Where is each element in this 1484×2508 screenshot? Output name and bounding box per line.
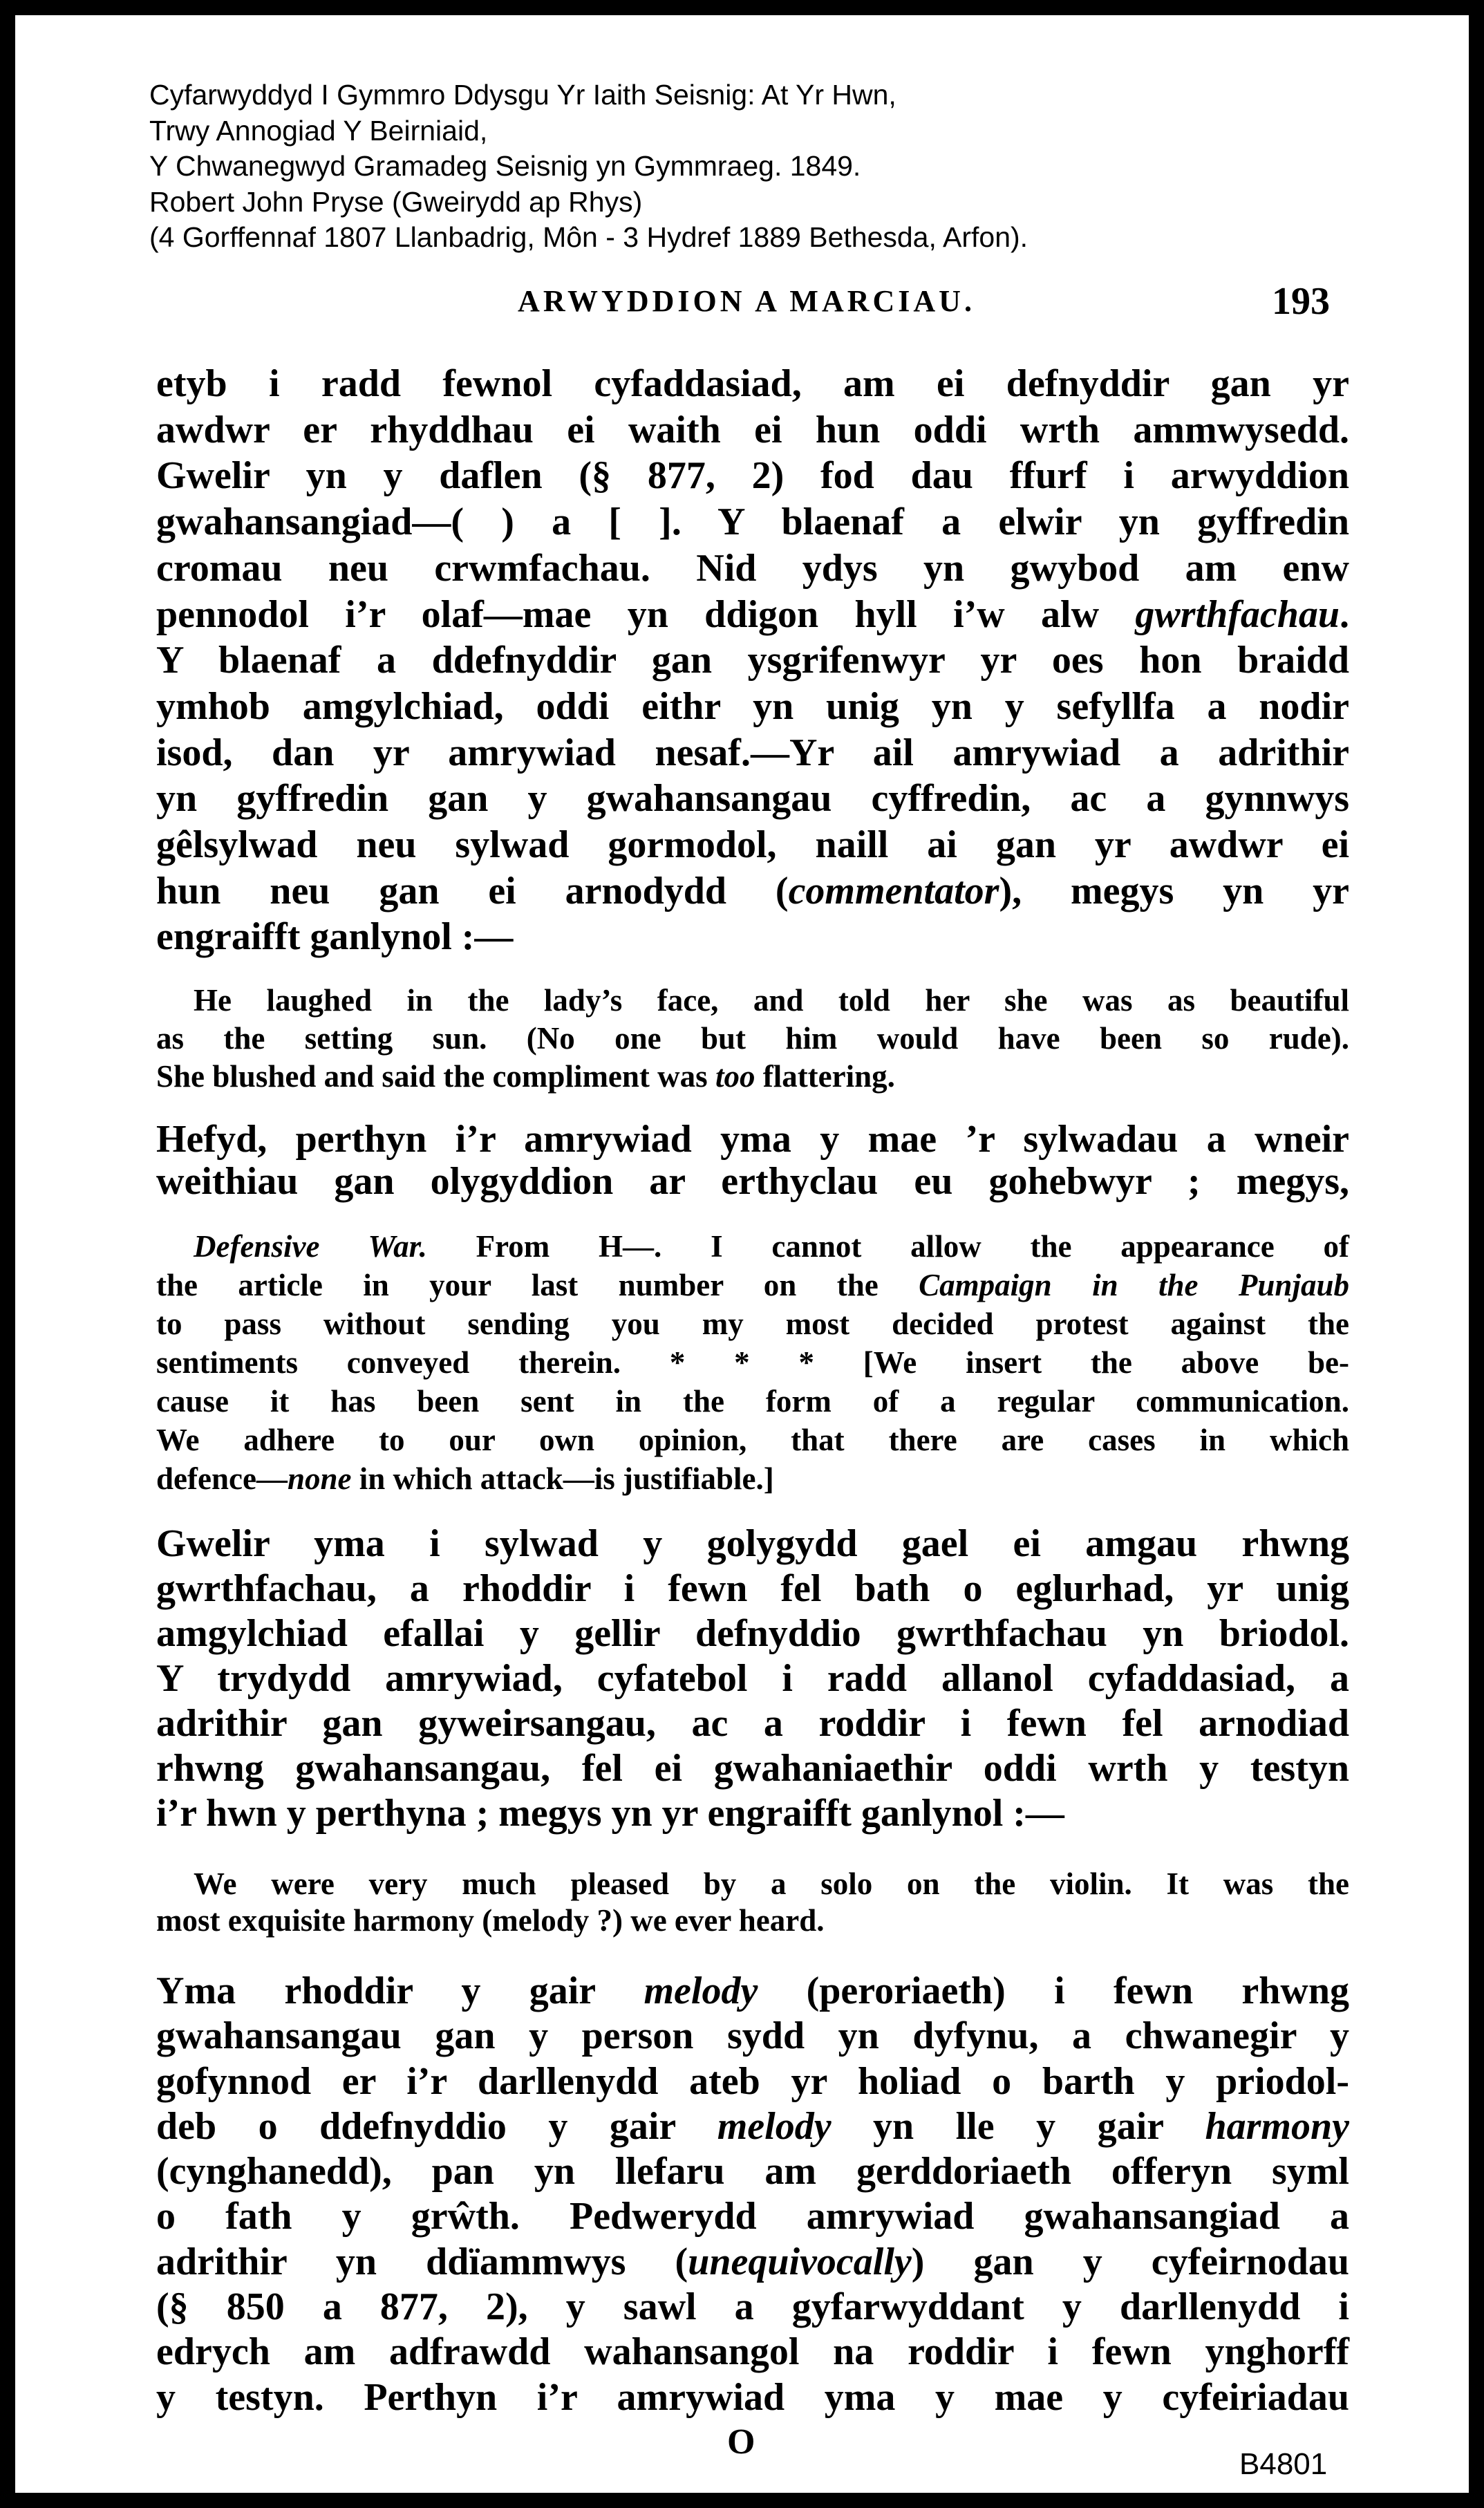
text-segment: amgylchiad efallai y gellir defnyddio gwrthfachau yn briodol. <box>156 1612 1349 1655</box>
header-author-dates: (4 Gorffennaf 1807 Llanbadrig, Môn - 3 Hydref 1889 Bethesda, Arfon). <box>149 221 1029 253</box>
block-quote <box>156 982 1349 1096</box>
italic-text: too <box>715 1059 755 1094</box>
text-segment: o fath y grŵth. Pedwerydd amrywiad gwahansangiad a <box>156 2195 1349 2238</box>
text-line <box>156 730 1349 776</box>
text-line <box>156 982 1349 1020</box>
block-quote <box>156 1866 1349 1939</box>
text-line <box>156 914 1349 960</box>
block-quote <box>156 1227 1349 1498</box>
text-segment: adrithir yn ddïammwys ( <box>156 2240 688 2283</box>
printer-signature-mark: O <box>727 2422 755 2462</box>
italic-text: harmony <box>1205 2104 1349 2148</box>
text-segment: We adhere to our own opinion, that there are cases in which <box>156 1423 1349 1457</box>
text-segment: defence— <box>156 1461 288 1496</box>
text-line <box>156 499 1349 545</box>
text-segment: engraifft ganlynol :— <box>156 915 514 959</box>
text-line <box>156 1866 1349 1902</box>
text-line <box>156 776 1349 822</box>
text-line <box>156 407 1349 453</box>
text-segment: etyb i radd fewnol cyfaddasiad, am ei defnyddir gan yr <box>156 362 1349 405</box>
paragraph <box>156 1969 1349 2420</box>
text-segment: weithiau gan olygyddion ar erthyclau eu gohebwyr ; megys, <box>156 1160 1349 1203</box>
text-segment: most exquisite harmony (melody ?) we ever heard. <box>156 1903 825 1938</box>
text-line <box>156 1566 1349 1611</box>
text-line <box>156 1119 1349 1161</box>
italic-text: gwrthfachau <box>1135 592 1340 636</box>
text-line <box>156 1161 1349 1203</box>
text-line <box>156 1656 1349 1701</box>
text-line <box>156 2240 1349 2285</box>
text-line <box>156 2059 1349 2104</box>
text-line <box>156 1058 1349 1096</box>
text-segment: flattering. <box>755 1059 895 1094</box>
text-line <box>156 592 1349 638</box>
text-segment: ) gan y cyfeirnodau <box>911 2240 1349 2283</box>
text-segment: cause it has been sent in the form of a regular communication. <box>156 1384 1349 1419</box>
text-segment: We were very much pleased by a solo on the violin. It was the <box>194 1866 1349 1901</box>
text-line <box>156 1304 1349 1343</box>
text-line <box>156 1266 1349 1304</box>
text-segment: ), megys yn yr <box>999 869 1349 913</box>
text-line <box>156 1611 1349 1656</box>
text-segment: Gwelir yma i sylwad y golygydd gael ei amgau rhwng <box>156 1522 1349 1565</box>
text-segment: Gwelir yn y daflen (§ 877, 2) fod dau ffurf i arwyddion <box>156 454 1349 498</box>
text-segment: i’r hwn y perthyna ; megys yn yr engraifft ganlynol :— <box>156 1792 1064 1835</box>
text-segment: y testyn. Perthyn i’r amrywiad yma y mae y cyfeiriadau <box>156 2375 1349 2419</box>
text-segment: isod, dan yr amrywiad nesaf.—Yr ail amrywiad a adrithir <box>156 731 1349 774</box>
text-segment: (peroriaeth) i fewn rhwng <box>758 1969 1350 2012</box>
paragraph <box>156 361 1349 960</box>
italic-text: unequivocally <box>688 2240 912 2283</box>
page-number: 193 <box>1272 280 1330 323</box>
text-segment: gwahansangau gan y person sydd yn dyfynu, a chwanegir y <box>156 2014 1349 2058</box>
text-line <box>156 1902 1349 1939</box>
text-segment: He laughed in the lady’s face, and told her she was as beautiful <box>194 983 1349 1018</box>
text-line <box>156 1227 1349 1266</box>
text-segment: sentiments conveyed therein. * * * [We insert the above be- <box>156 1345 1349 1380</box>
italic-text: Campaign in the Punjaub <box>919 1268 1349 1302</box>
text-line <box>156 2149 1349 2194</box>
paragraph <box>156 1119 1349 1203</box>
text-line <box>156 2330 1349 2375</box>
italic-text: Defensive War. <box>194 1229 427 1264</box>
text-segment: awdwr er rhyddhau ei waith ei hun oddi wrth ammwysedd. <box>156 408 1349 451</box>
text-line <box>156 2375 1349 2420</box>
header-title-line: Y Chwanegwyd Gramadeg Seisnig yn Gymmraeg. 1849. <box>149 150 861 182</box>
text-segment: gêlsylwad neu sylwad gormodol, naill ai gan yr awdwr ei <box>156 823 1349 867</box>
text-line <box>156 868 1349 915</box>
text-segment: deb o ddefnyddio y gair <box>156 2104 717 2148</box>
text-segment: adrithir gan gyweirsangau, ac a roddir i fewn fel arnodiad <box>156 1702 1349 1745</box>
text-segment: edrych am adfrawdd wahansangol na roddir i fewn ynghorff <box>156 2330 1349 2374</box>
text-segment: From H—. I cannot allow the appearance of <box>426 1229 1349 1264</box>
text-segment: the article in your last number on the <box>156 1268 919 1302</box>
text-segment: yn lle y gair <box>831 2104 1205 2148</box>
text-line <box>156 684 1349 730</box>
text-segment: (cynghanedd), pan yn llefaru am gerddoriaeth offeryn syml <box>156 2150 1349 2193</box>
text-line <box>156 453 1349 499</box>
text-segment: (§ 850 a 877, 2), y sawl a gyfarwyddant y darllenydd i <box>156 2285 1349 2329</box>
header-title-line: Trwy Annogiad Y Beirniaid, <box>149 114 488 147</box>
italic-text: melody <box>717 2104 832 2148</box>
text-line <box>156 545 1349 592</box>
text-line <box>156 2014 1349 2059</box>
text-line <box>156 1459 1349 1498</box>
header-title-line: Cyfarwyddyd I Gymmro Ddysgu Yr Iaith Seisnig: At Yr Hwn, <box>149 79 896 111</box>
text-segment: gofynnod er i’r darllenydd ateb yr holiad o barth y priodol- <box>156 2059 1349 2103</box>
text-line <box>156 1791 1349 1836</box>
text-line <box>156 2104 1349 2149</box>
text-segment: rhwng gwahansangau, fel ei gwahaniaethir oddi wrth y testyn <box>156 1747 1349 1790</box>
text-line <box>156 1701 1349 1746</box>
text-segment: pennodol i’r olaf—mae yn ddigon hyll i’w alw <box>156 592 1136 636</box>
italic-text: none <box>287 1461 352 1496</box>
header-author: Robert John Pryse (Gweirydd ap Rhys) <box>149 185 643 218</box>
text-segment: She blushed and said the compliment was <box>156 1059 715 1094</box>
text-segment: in which attack—is justifiable.] <box>351 1461 774 1496</box>
text-segment: cromau neu crwmfachau. Nid ydys yn gwybod am enw <box>156 546 1349 590</box>
text-line <box>156 361 1349 407</box>
text-line <box>156 2194 1349 2239</box>
text-line <box>156 1382 1349 1421</box>
text-segment: to pass without sending you my most decided protest against the <box>156 1307 1349 1341</box>
catalog-header <box>149 77 1028 256</box>
text-line <box>156 822 1349 868</box>
paragraph <box>156 1522 1349 1836</box>
text-segment: gwahansangiad—( ) a [ ]. Y blaenaf a elwir yn gyffredin <box>156 500 1349 544</box>
text-line <box>156 1746 1349 1791</box>
text-line <box>156 1421 1349 1459</box>
text-segment: Yma rhoddir y gair <box>156 1969 644 2012</box>
text-line <box>156 1020 1349 1058</box>
text-segment: yn gyffredin gan y gwahansangau cyffredin, ac a gynnwys <box>156 777 1349 821</box>
text-line <box>156 637 1349 684</box>
text-segment: gwrthfachau, a rhoddir i fewn fel bath o eglurhad, yr unig <box>156 1567 1349 1610</box>
text-line <box>156 2285 1349 2330</box>
text-segment: hun neu gan ei arnodydd ( <box>156 869 789 913</box>
text-segment: Y trydydd amrywiad, cyfatebol i radd allanol cyfaddasiad, a <box>156 1657 1349 1700</box>
text-segment: as the setting sun. (No one but him would have been so rude). <box>156 1021 1349 1056</box>
italic-text: commentator <box>788 869 999 913</box>
document-code: B4801 <box>1239 2447 1328 2481</box>
text-segment: Y blaenaf a ddefnyddir gan ysgrifenwyr yr oes hon braidd <box>156 639 1349 682</box>
text-segment: Hefyd, perthyn i’r amrywiad yma y mae ’r sylwadau a wneir <box>156 1118 1349 1161</box>
text-segment: . <box>1340 592 1349 636</box>
text-line <box>156 1969 1349 2014</box>
italic-text: melody <box>644 1969 758 2012</box>
text-line <box>156 1343 1349 1382</box>
text-segment: ymhob amgylchiad, oddi eithr yn unig yn y sefyllfa a nodir <box>156 684 1349 728</box>
running-head: ARWYDDION A MARCIAU. <box>518 284 975 318</box>
text-line <box>156 1522 1349 1566</box>
